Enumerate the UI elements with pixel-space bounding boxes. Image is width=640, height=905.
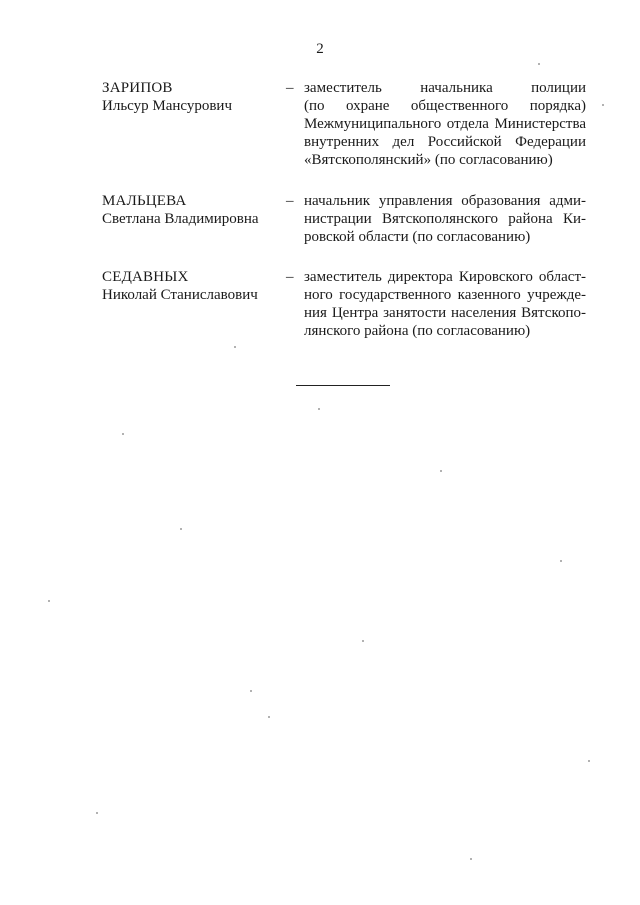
scan-speck: [122, 433, 124, 435]
dash-separator: –: [286, 80, 294, 96]
scan-speck: [602, 104, 604, 106]
scan-speck: [268, 716, 270, 718]
member-given-names: Ильсур Мансурович: [102, 98, 233, 114]
position-line: начальник управления образования адми-: [304, 193, 586, 209]
member-name-block: [102, 192, 282, 228]
scan-speck: [560, 560, 562, 562]
end-of-list-rule: [296, 385, 390, 386]
dash-separator: –: [286, 193, 294, 209]
scan-speck: [318, 408, 320, 410]
member-given-names: Николай Станиславович: [102, 287, 258, 303]
position-line: лянского района (по согласованию): [304, 323, 531, 339]
member-surname: СЕДАВНЫХ: [102, 269, 189, 285]
dash-separator: –: [286, 269, 294, 285]
position-line: нистрации Вятскополянского района Ки-: [304, 211, 586, 227]
position-line: ного государственного казенного учрежде-: [304, 287, 586, 303]
scan-speck: [250, 690, 252, 692]
member-position: [304, 268, 586, 340]
member-surname: ЗАРИПОВ: [102, 80, 173, 96]
page-number: 2: [316, 41, 324, 57]
position-line: внутренних дел Российской Федерации: [304, 134, 586, 150]
scan-speck: [362, 640, 364, 642]
position-line: заместитель начальника полиции: [304, 80, 586, 96]
member-surname: МАЛЬЦЕВА: [102, 193, 187, 209]
scan-speck: [588, 760, 590, 762]
scan-speck: [96, 812, 98, 814]
member-position: [304, 192, 586, 246]
position-line: ровской области (по согласованию): [304, 229, 531, 245]
position-line: заместитель директора Кировского област-: [304, 269, 586, 285]
member-position: [304, 79, 586, 169]
member-given-names: Светлана Владимировна: [102, 211, 259, 227]
scan-speck: [180, 528, 182, 530]
member-name-block: [102, 79, 282, 115]
position-line: Межмуниципального отдела Министерства: [304, 116, 586, 132]
position-line: (по охране общественного порядка): [304, 98, 586, 114]
member-name-block: [102, 268, 282, 304]
scan-speck: [538, 63, 540, 65]
scan-speck: [440, 470, 442, 472]
scan-speck: [234, 346, 236, 348]
position-line: «Вятскополянский» (по согласованию): [304, 152, 553, 168]
scan-speck: [470, 858, 472, 860]
scan-speck: [48, 600, 50, 602]
position-line: ния Центра занятости населения Вятскопо-: [304, 305, 586, 321]
